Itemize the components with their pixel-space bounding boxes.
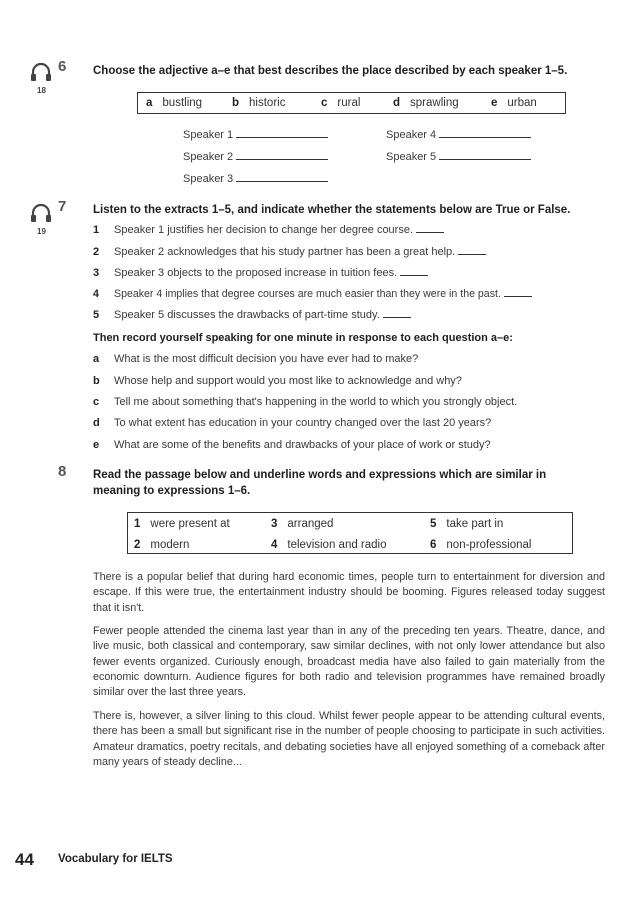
expression-4: 4 television and radio (271, 539, 387, 551)
answer-blank[interactable] (236, 180, 328, 182)
speaker-5-row: Speaker 5 (386, 151, 531, 163)
exercise-6-instruction: Choose the adjective a–e that best describes the place described by each speaker 1–5. (93, 65, 568, 77)
speaker-2-row: Speaker 2 (183, 151, 328, 163)
answer-blank[interactable] (439, 136, 531, 138)
speaker-1-row: Speaker 1 (183, 129, 328, 141)
passage-paragraph-3: There is, however, a silver lining to this cloud. Whilst fewer people appear to be attending cultural events, there has been a small but significant rise in the number of people choosing to participate in such activities. Amateur dramatics, poetry recitals, and debating societies have all enjoyed something of a comeback after many years of steady decline... (93, 710, 605, 768)
headphones-icon-18 (30, 62, 52, 82)
option-d: d sprawling (393, 97, 459, 109)
exercise-8-number: 8 (58, 463, 67, 480)
question-b: b Whose help and support would you most like to acknowledge and why? (93, 375, 462, 387)
answer-blank[interactable] (400, 274, 428, 276)
exercise-7-number: 7 (58, 198, 67, 215)
track-18-label: 18 (37, 86, 46, 95)
question-a: a What is the most difficult decision you have ever had to make? (93, 353, 419, 365)
exercise-7-instruction: Listen to the extracts 1–5, and indicate whether the statements below are True or False. (93, 204, 571, 216)
answer-blank[interactable] (504, 295, 532, 297)
book-title: Vocabulary for IELTS (58, 853, 173, 865)
speaker-3-row: Speaker 3 (183, 173, 328, 185)
passage-paragraph-2: Fewer people attended the cinema last year than in any of the preceding ten years. Theatre, dance, and live music, both classical and contemporary, saw similar declines, with not only lower attendance but also fewer events organized. Curiously enough, broadcast media have also failed to gain materially from the economic downturn. Audience figures for both radio and television programmes have remained broadly similar over the last three years. (93, 625, 605, 699)
exercise-8-instruction-line-1: Read the passage below and underline words and expressions which are similar in (93, 469, 547, 481)
expression-5: 5 take part in (430, 518, 504, 530)
answer-blank[interactable] (416, 231, 444, 233)
exercise-7-instruction-2: Then record yourself speaking for one minute in response to each question a–e: (93, 332, 513, 344)
expression-2: 2 modern (134, 539, 190, 551)
expression-6: 6 non-professional (430, 539, 532, 551)
exercise-6-number: 6 (58, 58, 67, 75)
answer-blank[interactable] (458, 253, 486, 255)
statement-5: 5 Speaker 5 discusses the drawbacks of part-time study. (93, 309, 411, 321)
page-number: 44 (15, 850, 34, 869)
adjective-word-box (137, 92, 566, 114)
statement-4: 4 Speaker 4 implies that degree courses are much easier than they were in the past. (93, 288, 532, 300)
option-a: a bustling (146, 97, 203, 109)
expression-3: 3 arranged (271, 518, 334, 530)
option-b: b historic (232, 97, 286, 109)
statement-1: 1 Speaker 1 justifies her decision to change her degree course. (93, 224, 444, 236)
exercise-8-instruction-line-2: meaning to expressions 1–6. (93, 485, 251, 497)
statement-2: 2 Speaker 2 acknowledges that his study partner has been a great help. (93, 246, 486, 258)
answer-blank[interactable] (236, 158, 328, 160)
speaker-4-row: Speaker 4 (386, 129, 531, 141)
headphones-icon-19 (30, 203, 52, 223)
question-e: e What are some of the benefits and drawbacks of your place of work or study? (93, 439, 491, 451)
question-d: d To what extent has education in your country changed over the last 20 years? (93, 417, 492, 429)
question-c: c Tell me about something that's happening in the world to which you strongly object. (93, 396, 518, 408)
answer-blank[interactable] (383, 316, 411, 318)
passage-paragraph-1: There is a popular belief that during hard economic times, people turn to entertainment for diversion and escape. If this were true, the entertainment industry should be booming. Figures released today suggest that it isn't. (93, 571, 605, 614)
track-19-label: 19 (37, 227, 46, 236)
answer-blank[interactable] (236, 136, 328, 138)
answer-blank[interactable] (439, 158, 531, 160)
expressions-box (127, 512, 573, 554)
statement-3: 3 Speaker 3 objects to the proposed increase in tuition fees. (93, 267, 428, 279)
expression-1: 1 were present at (134, 518, 230, 530)
option-e: e urban (491, 97, 537, 109)
option-c: c rural (321, 97, 361, 109)
